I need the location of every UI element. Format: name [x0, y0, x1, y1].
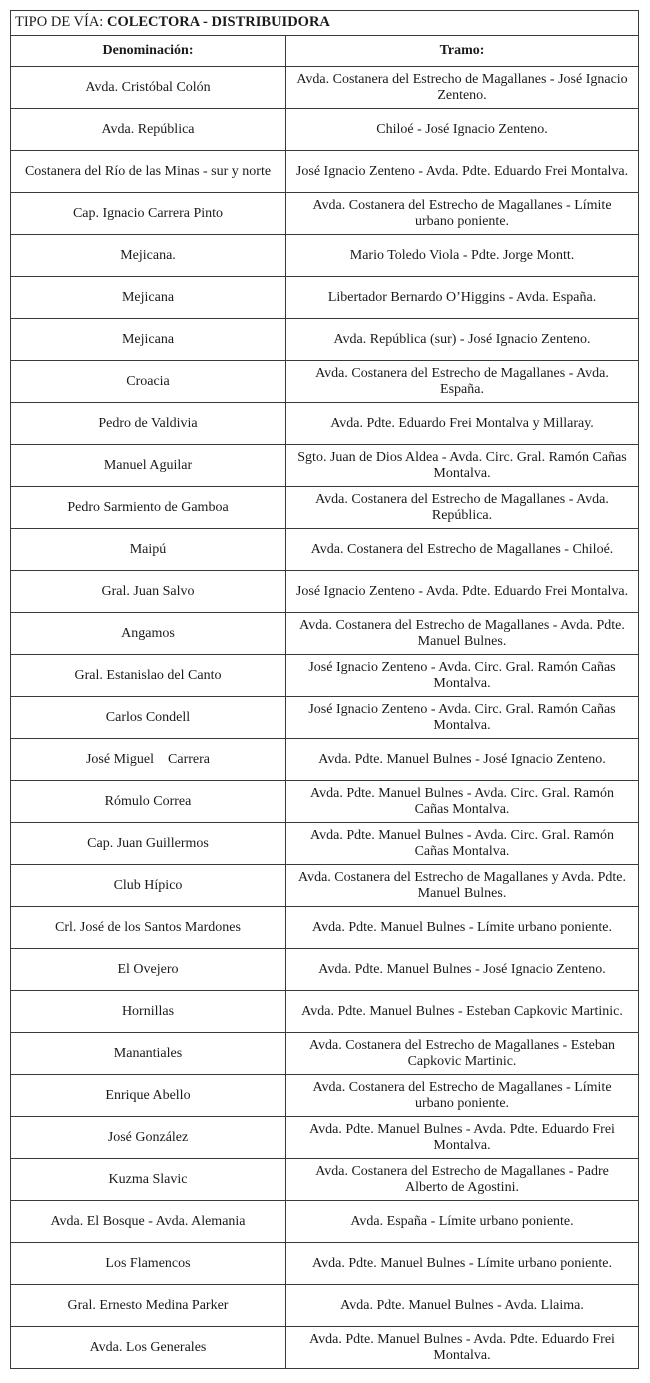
table-row [11, 1075, 639, 1117]
table-row [11, 571, 639, 613]
cell-denominacion: Carlos Condell [11, 697, 286, 739]
cell-denominacion: Gral. Ernesto Medina Parker [11, 1285, 286, 1327]
table-row [11, 529, 639, 571]
table-row [11, 1159, 639, 1201]
table-row [11, 739, 639, 781]
cell-tramo: Avda. Pdte. Manuel Bulnes - José Ignacio Zenteno. [286, 739, 639, 781]
cell-tramo: Avda. Pdte. Manuel Bulnes - Límite urbano poniente. [286, 907, 639, 949]
cell-tramo: José Ignacio Zenteno - Avda. Circ. Gral. Ramón Cañas Montalva. [286, 655, 639, 697]
column-header-denominacion: Denominación: [11, 36, 286, 67]
cell-tramo: Avda. Costanera del Estrecho de Magallanes - Padre Alberto de Agostini. [286, 1159, 639, 1201]
cell-denominacion: Costanera del Río de las Minas - sur y norte [11, 151, 286, 193]
cell-tramo: Avda. España - Límite urbano poniente. [286, 1201, 639, 1243]
cell-denominacion: Manuel Aguilar [11, 445, 286, 487]
cell-denominacion: Hornillas [11, 991, 286, 1033]
table-row [11, 277, 639, 319]
table-row [11, 109, 639, 151]
cell-tramo: Avda. Pdte. Manuel Bulnes - Avda. Llaima. [286, 1285, 639, 1327]
cell-tramo: Avda. Costanera del Estrecho de Magallanes - José Ignacio Zenteno. [286, 67, 639, 109]
cell-denominacion: Enrique Abello [11, 1075, 286, 1117]
cell-denominacion: Gral. Estanislao del Canto [11, 655, 286, 697]
column-header-row [11, 36, 639, 67]
cell-denominacion: El Ovejero [11, 949, 286, 991]
cell-denominacion: Pedro Sarmiento de Gamboa [11, 487, 286, 529]
cell-denominacion: Cap. Juan Guillermos [11, 823, 286, 865]
road-type-cell [11, 11, 639, 36]
cell-tramo: Avda. Pdte. Manuel Bulnes - Avda. Circ. Gral. Ramón Cañas Montalva. [286, 823, 639, 865]
cell-denominacion: Gral. Juan Salvo [11, 571, 286, 613]
table-row [11, 361, 639, 403]
cell-denominacion: Croacia [11, 361, 286, 403]
table-row [11, 655, 639, 697]
cell-tramo: Avda. Pdte. Eduardo Frei Montalva y Millaray. [286, 403, 639, 445]
cell-denominacion: Avda. Los Generales [11, 1327, 286, 1369]
cell-tramo: Avda. Costanera del Estrecho de Magallanes y Avda. Pdte. Manuel Bulnes. [286, 865, 639, 907]
table-row [11, 487, 639, 529]
road-classification-table [10, 10, 639, 1369]
cell-denominacion: Avda. El Bosque - Avda. Alemania [11, 1201, 286, 1243]
table-row [11, 613, 639, 655]
cell-denominacion: Avda. República [11, 109, 286, 151]
cell-tramo: Avda. Costanera del Estrecho de Magallanes - Límite urbano poniente. [286, 1075, 639, 1117]
table-row [11, 1243, 639, 1285]
cell-denominacion: Maipú [11, 529, 286, 571]
cell-denominacion: Cap. Ignacio Carrera Pinto [11, 193, 286, 235]
table-row [11, 1285, 639, 1327]
table-row [11, 67, 639, 109]
cell-denominacion: Angamos [11, 613, 286, 655]
cell-denominacion: Mejicana [11, 319, 286, 361]
table-row [11, 949, 639, 991]
cell-denominacion: Avda. Cristóbal Colón [11, 67, 286, 109]
cell-tramo: José Ignacio Zenteno - Avda. Circ. Gral. Ramón Cañas Montalva. [286, 697, 639, 739]
cell-tramo: Avda. Costanera del Estrecho de Magallanes - Esteban Capkovic Martinic. [286, 1033, 639, 1075]
cell-denominacion: José Miguel Carrera [11, 739, 286, 781]
table-row [11, 1033, 639, 1075]
cell-denominacion: Mejicana [11, 277, 286, 319]
cell-tramo: Avda. Pdte. Manuel Bulnes - Avda. Pdte. Eduardo Frei Montalva. [286, 1327, 639, 1369]
cell-denominacion: Mejicana. [11, 235, 286, 277]
cell-denominacion: Pedro de Valdivia [11, 403, 286, 445]
cell-tramo: Avda. Pdte. Manuel Bulnes - Avda. Circ. Gral. Ramón Cañas Montalva. [286, 781, 639, 823]
cell-denominacion: José González [11, 1117, 286, 1159]
table-row [11, 1327, 639, 1369]
table-body [11, 67, 639, 1369]
cell-tramo: Libertador Bernardo O’Higgins - Avda. España. [286, 277, 639, 319]
cell-denominacion: Manantiales [11, 1033, 286, 1075]
cell-denominacion: Los Flamencos [11, 1243, 286, 1285]
cell-tramo: José Ignacio Zenteno - Avda. Pdte. Eduardo Frei Montalva. [286, 571, 639, 613]
table-row [11, 907, 639, 949]
column-header-tramo: Tramo: [286, 36, 639, 67]
table-row [11, 781, 639, 823]
cell-tramo: Avda. Pdte. Manuel Bulnes - José Ignacio Zenteno. [286, 949, 639, 991]
cell-tramo: Avda. Pdte. Manuel Bulnes - Límite urbano poniente. [286, 1243, 639, 1285]
cell-tramo: Avda. Costanera del Estrecho de Magallanes - Chiloé. [286, 529, 639, 571]
table-row [11, 991, 639, 1033]
road-type-row [11, 11, 639, 36]
table-row [11, 697, 639, 739]
cell-denominacion: Club Hípico [11, 865, 286, 907]
table-row [11, 1117, 639, 1159]
cell-tramo: Avda. Pdte. Manuel Bulnes - Esteban Capkovic Martinic. [286, 991, 639, 1033]
cell-tramo: Avda. Pdte. Manuel Bulnes - Avda. Pdte. Eduardo Frei Montalva. [286, 1117, 639, 1159]
road-type-label: TIPO DE VÍA: [15, 14, 104, 31]
table-row [11, 445, 639, 487]
table-row [11, 319, 639, 361]
cell-tramo: Mario Toledo Viola - Pdte. Jorge Montt. [286, 235, 639, 277]
table-row [11, 235, 639, 277]
table-row [11, 865, 639, 907]
cell-tramo: Avda. Costanera del Estrecho de Magallanes - Avda. España. [286, 361, 639, 403]
cell-tramo: Avda. República (sur) - José Ignacio Zenteno. [286, 319, 639, 361]
cell-tramo: Sgto. Juan de Dios Aldea - Avda. Circ. Gral. Ramón Cañas Montalva. [286, 445, 639, 487]
cell-denominacion: Rómulo Correa [11, 781, 286, 823]
cell-tramo: Avda. Costanera del Estrecho de Magallanes - Avda. República. [286, 487, 639, 529]
table-row [11, 823, 639, 865]
table-row [11, 193, 639, 235]
table-row [11, 1201, 639, 1243]
road-type-value: COLECTORA - DISTRIBUIDORA [106, 14, 330, 31]
table-row [11, 403, 639, 445]
cell-tramo: Avda. Costanera del Estrecho de Magallanes - Límite urbano poniente. [286, 193, 639, 235]
cell-tramo: José Ignacio Zenteno - Avda. Pdte. Eduardo Frei Montalva. [286, 151, 639, 193]
cell-denominacion: Crl. José de los Santos Mardones [11, 907, 286, 949]
cell-denominacion: Kuzma Slavic [11, 1159, 286, 1201]
table-row [11, 151, 639, 193]
cell-tramo: Chiloé - José Ignacio Zenteno. [286, 109, 639, 151]
cell-tramo: Avda. Costanera del Estrecho de Magallanes - Avda. Pdte. Manuel Bulnes. [286, 613, 639, 655]
